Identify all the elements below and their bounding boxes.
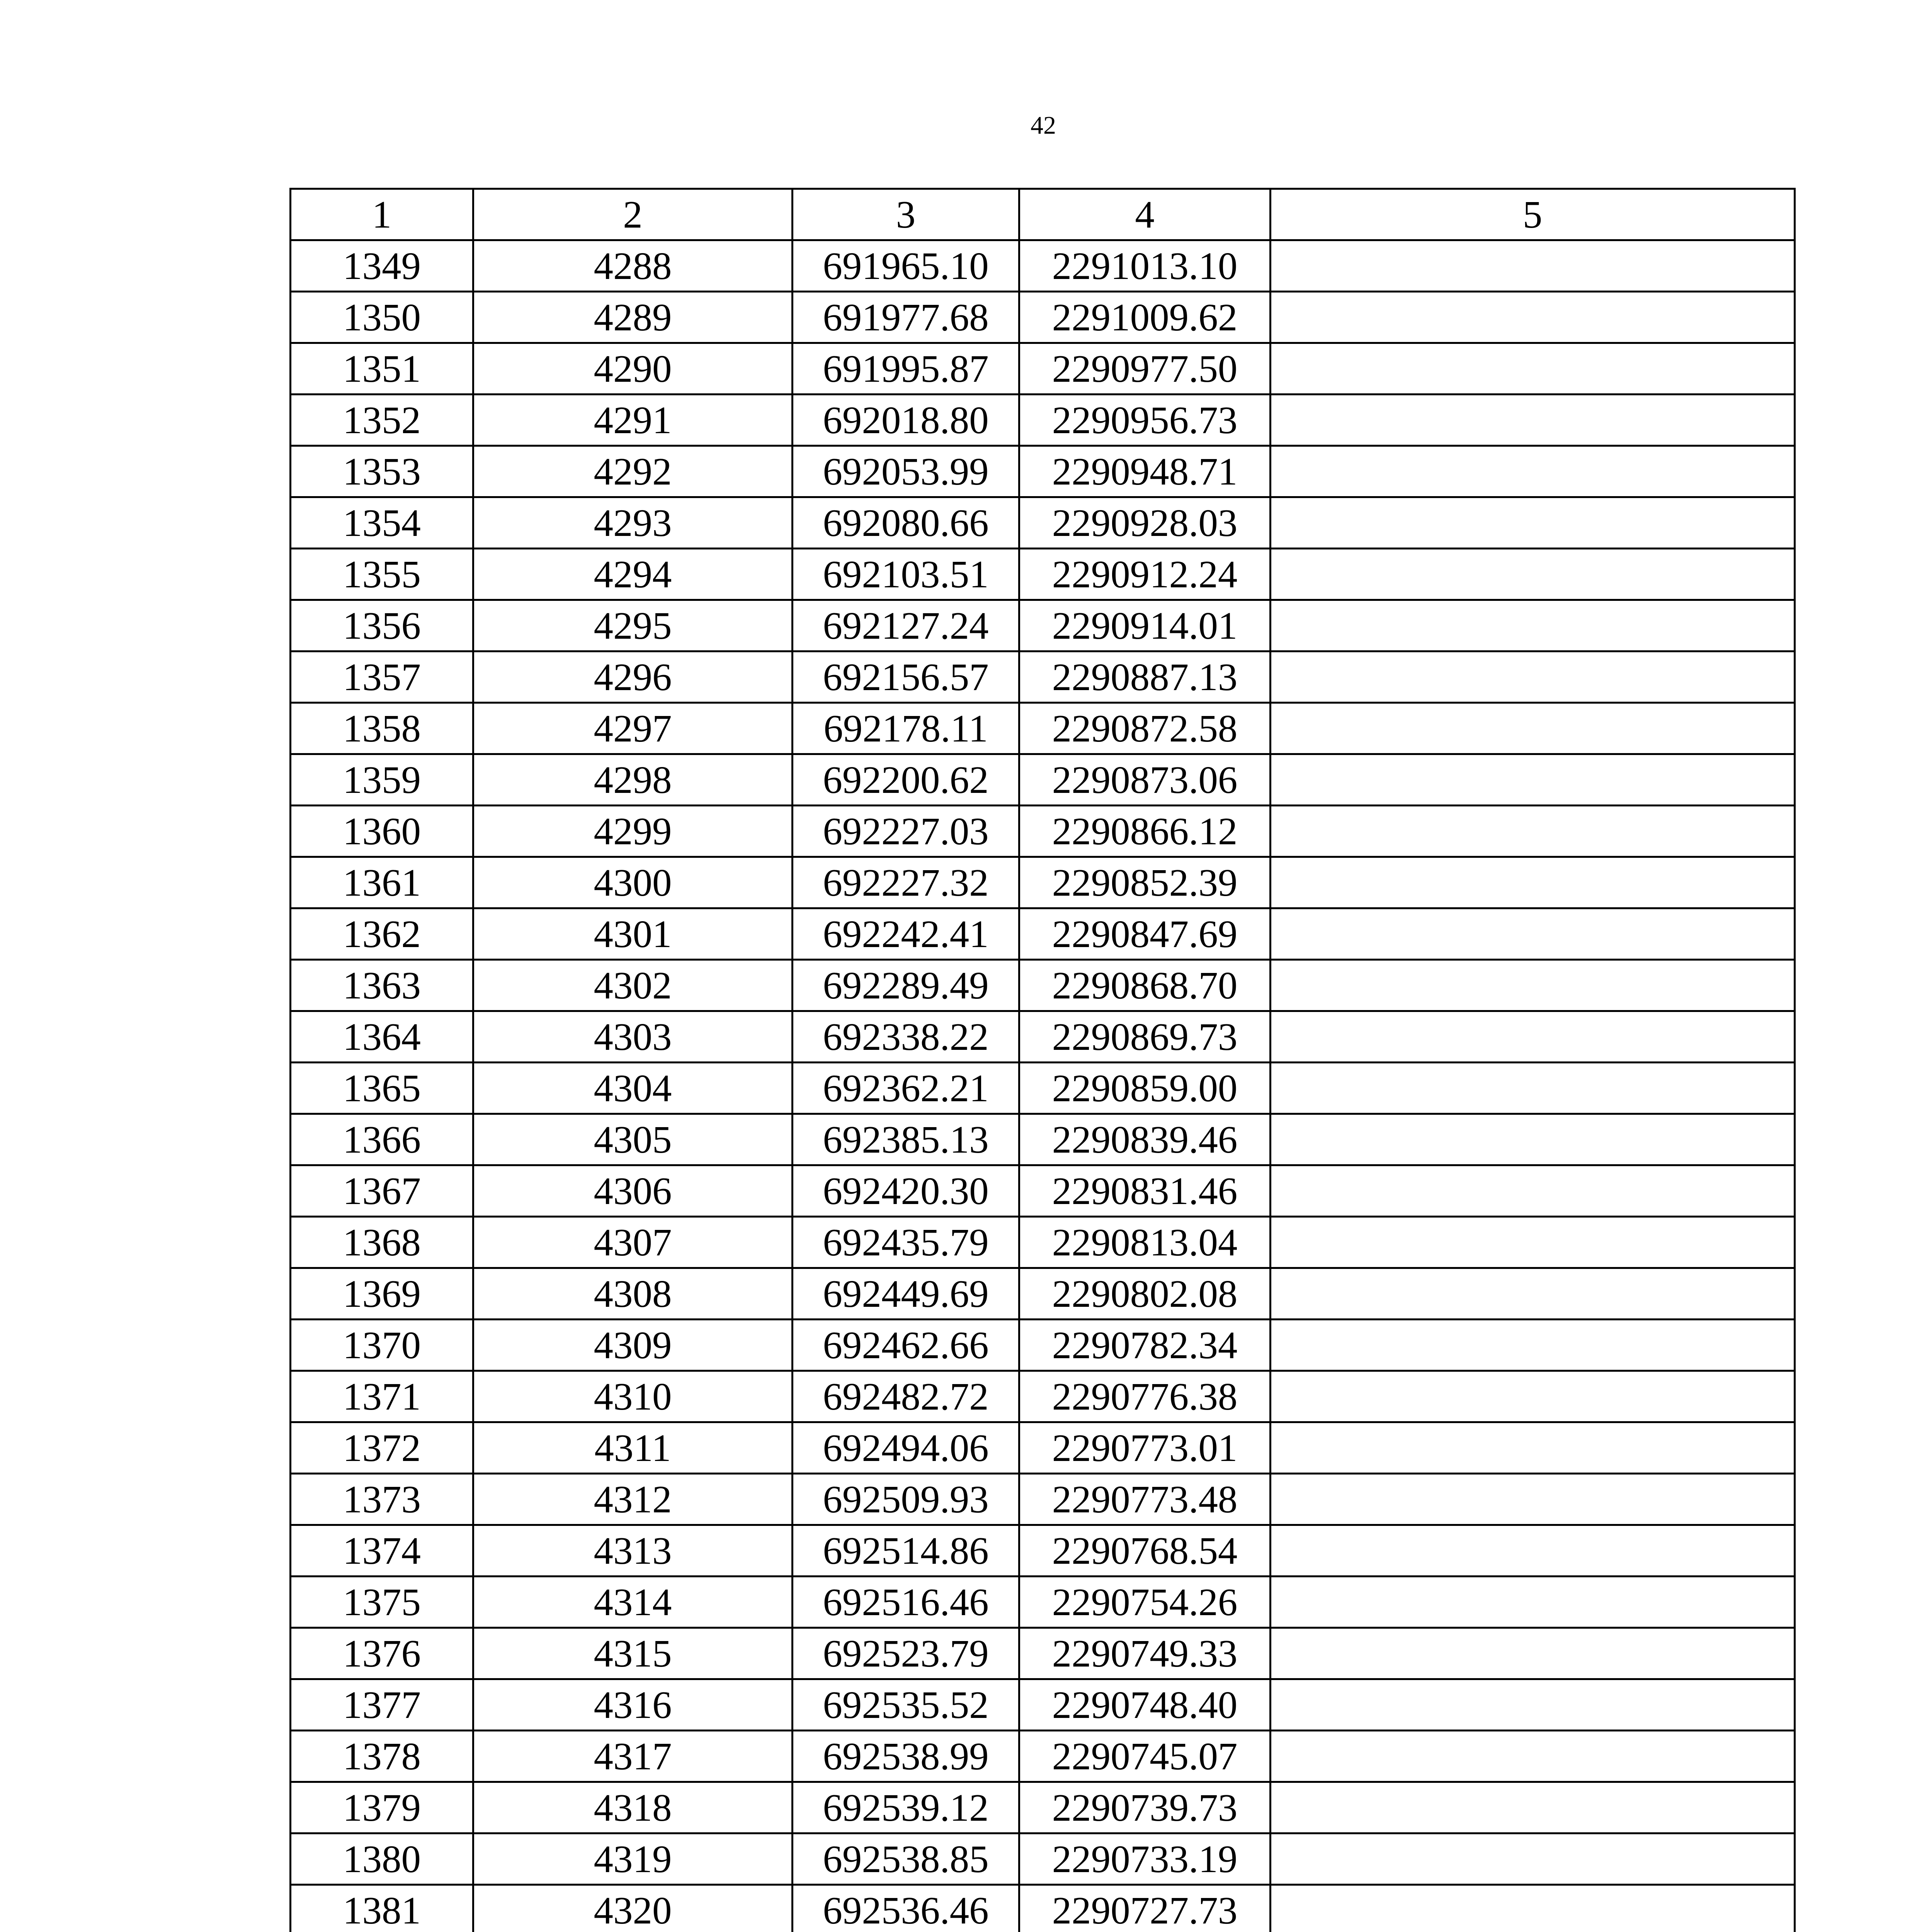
y-coordinate-cell: 2290839.46 (1019, 1114, 1271, 1165)
x-coordinate-cell: 692385.13 (793, 1114, 1019, 1165)
point-number-cell: 1360 (291, 806, 473, 857)
x-coordinate-cell: 691977.68 (793, 292, 1019, 343)
station-number-cell: 4310 (473, 1371, 793, 1422)
station-number-cell: 4293 (473, 497, 793, 549)
table-row (291, 960, 1795, 1011)
header-cell-2: 2 (473, 189, 793, 240)
x-coordinate-cell: 692156.57 (793, 651, 1019, 703)
point-number-cell: 1367 (291, 1165, 473, 1217)
point-number-cell: 1359 (291, 754, 473, 806)
point-number-cell: 1370 (291, 1320, 473, 1371)
y-coordinate-cell: 2290869.73 (1019, 1011, 1271, 1063)
point-number-cell: 1349 (291, 240, 473, 292)
y-coordinate-cell: 2290768.54 (1019, 1525, 1271, 1577)
x-coordinate-cell: 692494.06 (793, 1422, 1019, 1474)
x-coordinate-cell: 692462.66 (793, 1320, 1019, 1371)
station-number-cell: 4308 (473, 1268, 793, 1320)
point-number-cell: 1363 (291, 960, 473, 1011)
table-row (291, 1371, 1795, 1422)
table-row (291, 1782, 1795, 1833)
note-cell (1271, 1422, 1795, 1474)
x-coordinate-cell: 692538.99 (793, 1731, 1019, 1782)
table-row (291, 1011, 1795, 1063)
x-coordinate-cell: 692227.32 (793, 857, 1019, 908)
table-row (291, 1422, 1795, 1474)
table-row (291, 446, 1795, 497)
station-number-cell: 4288 (473, 240, 793, 292)
note-cell (1271, 240, 1795, 292)
x-coordinate-cell: 692420.30 (793, 1165, 1019, 1217)
table-row (291, 1525, 1795, 1577)
station-number-cell: 4305 (473, 1114, 793, 1165)
x-coordinate-cell: 692053.99 (793, 446, 1019, 497)
station-number-cell: 4316 (473, 1679, 793, 1731)
y-coordinate-cell: 2290887.13 (1019, 651, 1271, 703)
note-cell (1271, 446, 1795, 497)
note-cell (1271, 600, 1795, 651)
table-row (291, 1320, 1795, 1371)
x-coordinate-cell: 692449.69 (793, 1268, 1019, 1320)
note-cell (1271, 1577, 1795, 1628)
table-row (291, 292, 1795, 343)
y-coordinate-cell: 2290873.06 (1019, 754, 1271, 806)
x-coordinate-cell: 692516.46 (793, 1577, 1019, 1628)
table-row (291, 1833, 1795, 1885)
table-row (291, 651, 1795, 703)
y-coordinate-cell: 2290802.08 (1019, 1268, 1271, 1320)
note-cell (1271, 1165, 1795, 1217)
station-number-cell: 4295 (473, 600, 793, 651)
point-number-cell: 1377 (291, 1679, 473, 1731)
note-cell (1271, 1217, 1795, 1268)
station-number-cell: 4306 (473, 1165, 793, 1217)
x-coordinate-cell: 692523.79 (793, 1628, 1019, 1679)
x-coordinate-cell: 692536.46 (793, 1885, 1019, 1932)
y-coordinate-cell: 2290928.03 (1019, 497, 1271, 549)
table-row (291, 549, 1795, 600)
note-cell (1271, 1114, 1795, 1165)
y-coordinate-cell: 2290739.73 (1019, 1782, 1271, 1833)
note-cell (1271, 1525, 1795, 1577)
note-cell (1271, 1011, 1795, 1063)
table-row (291, 497, 1795, 549)
point-number-cell: 1380 (291, 1833, 473, 1885)
station-number-cell: 4319 (473, 1833, 793, 1885)
note-cell (1271, 1679, 1795, 1731)
table-header-row (291, 189, 1795, 240)
y-coordinate-cell: 2290852.39 (1019, 857, 1271, 908)
table-row (291, 1217, 1795, 1268)
y-coordinate-cell: 2290749.33 (1019, 1628, 1271, 1679)
y-coordinate-cell: 2290914.01 (1019, 600, 1271, 651)
point-number-cell: 1375 (291, 1577, 473, 1628)
y-coordinate-cell: 2290782.34 (1019, 1320, 1271, 1371)
note-cell (1271, 908, 1795, 960)
point-number-cell: 1358 (291, 703, 473, 754)
x-coordinate-cell: 692535.52 (793, 1679, 1019, 1731)
note-cell (1271, 343, 1795, 395)
station-number-cell: 4311 (473, 1422, 793, 1474)
table-row (291, 1731, 1795, 1782)
x-coordinate-cell: 692362.21 (793, 1063, 1019, 1114)
table-row (291, 754, 1795, 806)
point-number-cell: 1372 (291, 1422, 473, 1474)
station-number-cell: 4300 (473, 857, 793, 908)
point-number-cell: 1378 (291, 1731, 473, 1782)
y-coordinate-cell: 2290745.07 (1019, 1731, 1271, 1782)
point-number-cell: 1352 (291, 395, 473, 446)
note-cell (1271, 754, 1795, 806)
station-number-cell: 4317 (473, 1731, 793, 1782)
table-row (291, 1114, 1795, 1165)
y-coordinate-cell: 2290748.40 (1019, 1679, 1271, 1731)
station-number-cell: 4289 (473, 292, 793, 343)
y-coordinate-cell: 2290866.12 (1019, 806, 1271, 857)
y-coordinate-cell: 2290754.26 (1019, 1577, 1271, 1628)
table-row (291, 1165, 1795, 1217)
y-coordinate-cell: 2290956.73 (1019, 395, 1271, 446)
y-coordinate-cell: 2290773.48 (1019, 1474, 1271, 1525)
note-cell (1271, 1268, 1795, 1320)
table-row (291, 1679, 1795, 1731)
x-coordinate-cell: 692127.24 (793, 600, 1019, 651)
station-number-cell: 4312 (473, 1474, 793, 1525)
x-coordinate-cell: 691995.87 (793, 343, 1019, 395)
x-coordinate-cell: 692200.62 (793, 754, 1019, 806)
y-coordinate-cell: 2290813.04 (1019, 1217, 1271, 1268)
table-row (291, 1268, 1795, 1320)
note-cell (1271, 857, 1795, 908)
x-coordinate-cell: 692338.22 (793, 1011, 1019, 1063)
note-cell (1271, 1320, 1795, 1371)
station-number-cell: 4298 (473, 754, 793, 806)
station-number-cell: 4302 (473, 960, 793, 1011)
station-number-cell: 4290 (473, 343, 793, 395)
table-row (291, 240, 1795, 292)
note-cell (1271, 292, 1795, 343)
point-number-cell: 1373 (291, 1474, 473, 1525)
y-coordinate-cell: 2290872.58 (1019, 703, 1271, 754)
y-coordinate-cell: 2290727.73 (1019, 1885, 1271, 1932)
y-coordinate-cell: 2290948.71 (1019, 446, 1271, 497)
table-row (291, 1063, 1795, 1114)
station-number-cell: 4292 (473, 446, 793, 497)
point-number-cell: 1350 (291, 292, 473, 343)
table-row (291, 1577, 1795, 1628)
y-coordinate-cell: 2291009.62 (1019, 292, 1271, 343)
note-cell (1271, 1782, 1795, 1833)
point-number-cell: 1361 (291, 857, 473, 908)
x-coordinate-cell: 692289.49 (793, 960, 1019, 1011)
page-number: 42 (1031, 111, 1056, 139)
x-coordinate-cell: 692509.93 (793, 1474, 1019, 1525)
note-cell (1271, 1885, 1795, 1932)
point-number-cell: 1355 (291, 549, 473, 600)
station-number-cell: 4320 (473, 1885, 793, 1932)
header-cell-4: 4 (1019, 189, 1271, 240)
y-coordinate-cell: 2290733.19 (1019, 1833, 1271, 1885)
x-coordinate-cell: 692435.79 (793, 1217, 1019, 1268)
point-number-cell: 1353 (291, 446, 473, 497)
note-cell (1271, 651, 1795, 703)
note-cell (1271, 703, 1795, 754)
table-row (291, 703, 1795, 754)
station-number-cell: 4314 (473, 1577, 793, 1628)
x-coordinate-cell: 692514.86 (793, 1525, 1019, 1577)
station-number-cell: 4303 (473, 1011, 793, 1063)
station-number-cell: 4299 (473, 806, 793, 857)
x-coordinate-cell: 692227.03 (793, 806, 1019, 857)
y-coordinate-cell: 2291013.10 (1019, 240, 1271, 292)
x-coordinate-cell: 692103.51 (793, 549, 1019, 600)
point-number-cell: 1376 (291, 1628, 473, 1679)
x-coordinate-cell: 692080.66 (793, 497, 1019, 549)
y-coordinate-cell: 2290773.01 (1019, 1422, 1271, 1474)
x-coordinate-cell: 692482.72 (793, 1371, 1019, 1422)
x-coordinate-cell: 692242.41 (793, 908, 1019, 960)
table-row (291, 343, 1795, 395)
station-number-cell: 4304 (473, 1063, 793, 1114)
note-cell (1271, 806, 1795, 857)
point-number-cell: 1369 (291, 1268, 473, 1320)
point-number-cell: 1368 (291, 1217, 473, 1268)
coordinate-table (289, 188, 1796, 1932)
point-number-cell: 1374 (291, 1525, 473, 1577)
note-cell (1271, 1474, 1795, 1525)
point-number-cell: 1365 (291, 1063, 473, 1114)
y-coordinate-cell: 2290776.38 (1019, 1371, 1271, 1422)
point-number-cell: 1366 (291, 1114, 473, 1165)
note-cell (1271, 1371, 1795, 1422)
point-number-cell: 1379 (291, 1782, 473, 1833)
note-cell (1271, 497, 1795, 549)
point-number-cell: 1362 (291, 908, 473, 960)
y-coordinate-cell: 2290868.70 (1019, 960, 1271, 1011)
header-cell-5: 5 (1271, 189, 1795, 240)
note-cell (1271, 1628, 1795, 1679)
x-coordinate-cell: 692539.12 (793, 1782, 1019, 1833)
note-cell (1271, 1833, 1795, 1885)
table-row (291, 1885, 1795, 1932)
table-row (291, 1474, 1795, 1525)
table-row (291, 857, 1795, 908)
table-body (291, 189, 1795, 1932)
y-coordinate-cell: 2290912.24 (1019, 549, 1271, 600)
y-coordinate-cell: 2290831.46 (1019, 1165, 1271, 1217)
header-cell-1: 1 (291, 189, 473, 240)
header-cell-3: 3 (793, 189, 1019, 240)
y-coordinate-cell: 2290859.00 (1019, 1063, 1271, 1114)
point-number-cell: 1351 (291, 343, 473, 395)
station-number-cell: 4313 (473, 1525, 793, 1577)
x-coordinate-cell: 692538.85 (793, 1833, 1019, 1885)
note-cell (1271, 960, 1795, 1011)
station-number-cell: 4294 (473, 549, 793, 600)
station-number-cell: 4291 (473, 395, 793, 446)
point-number-cell: 1354 (291, 497, 473, 549)
station-number-cell: 4315 (473, 1628, 793, 1679)
station-number-cell: 4318 (473, 1782, 793, 1833)
point-number-cell: 1357 (291, 651, 473, 703)
station-number-cell: 4297 (473, 703, 793, 754)
table-row (291, 1628, 1795, 1679)
x-coordinate-cell: 691965.10 (793, 240, 1019, 292)
note-cell (1271, 1063, 1795, 1114)
point-number-cell: 1371 (291, 1371, 473, 1422)
station-number-cell: 4301 (473, 908, 793, 960)
note-cell (1271, 395, 1795, 446)
table-row (291, 908, 1795, 960)
x-coordinate-cell: 692178.11 (793, 703, 1019, 754)
table-row (291, 600, 1795, 651)
point-number-cell: 1381 (291, 1885, 473, 1932)
y-coordinate-cell: 2290847.69 (1019, 908, 1271, 960)
y-coordinate-cell: 2290977.50 (1019, 343, 1271, 395)
x-coordinate-cell: 692018.80 (793, 395, 1019, 446)
note-cell (1271, 1731, 1795, 1782)
station-number-cell: 4296 (473, 651, 793, 703)
table-row (291, 806, 1795, 857)
note-cell (1271, 549, 1795, 600)
point-number-cell: 1356 (291, 600, 473, 651)
station-number-cell: 4309 (473, 1320, 793, 1371)
table-row (291, 395, 1795, 446)
point-number-cell: 1364 (291, 1011, 473, 1063)
station-number-cell: 4307 (473, 1217, 793, 1268)
